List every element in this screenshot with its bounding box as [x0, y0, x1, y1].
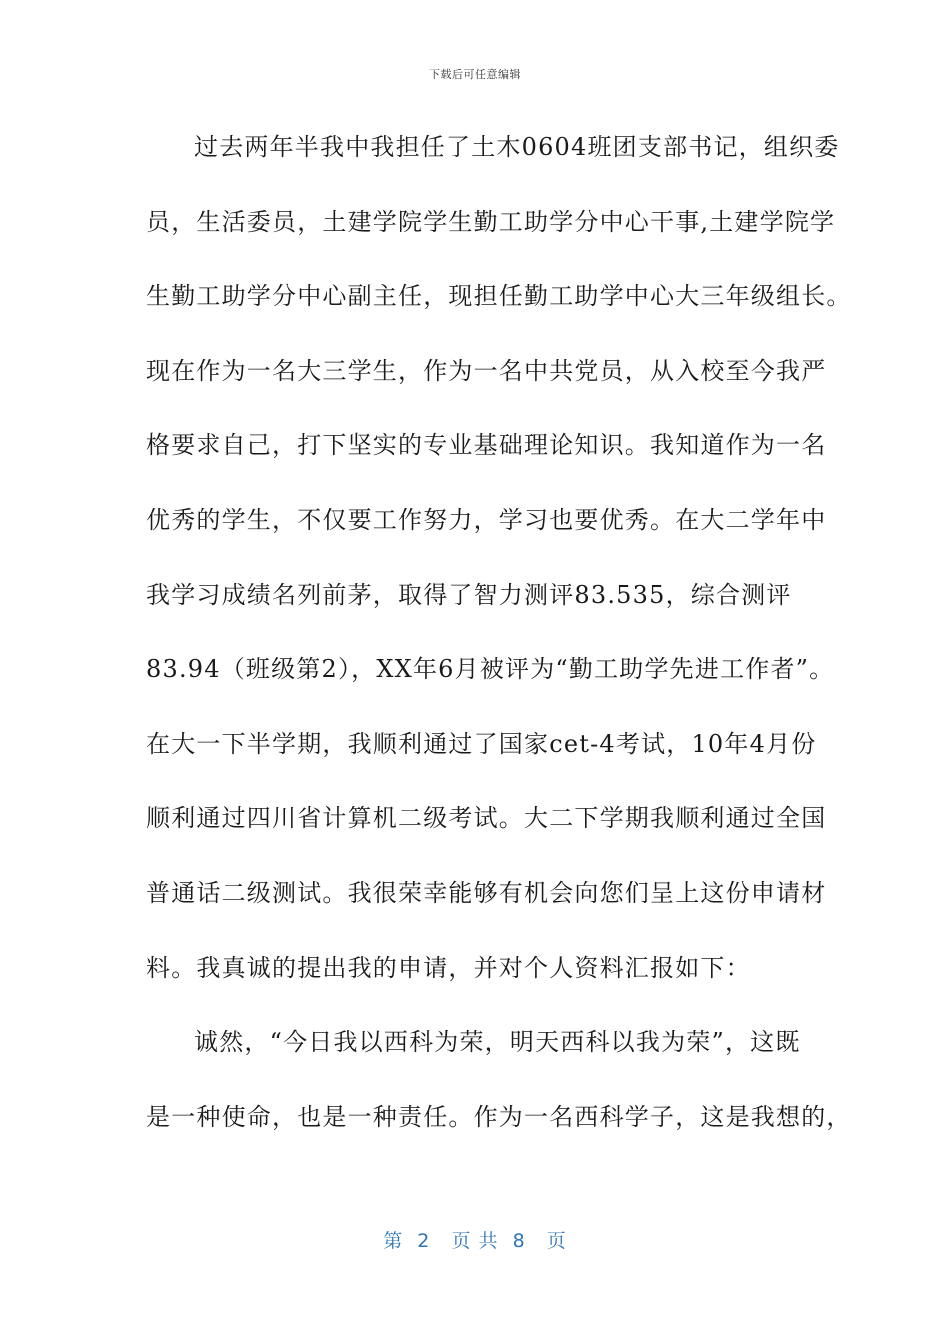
paragraph-1-line-9: 在大一下半学期，我顺利通过了国家cet-4考试，10年4月份: [146, 729, 817, 758]
paragraph-1-line-12: 料。我真诚的提出我的申请，并对个人资料汇报如下：: [146, 953, 751, 982]
paragraph-1-line-1: 过去两年半我中我担任了土木0604班团支部书记，组织委: [194, 133, 840, 161]
paragraph-1-line-11: 普通话二级测试。我很荣幸能够有机会向您们呈上这份申请材: [146, 878, 827, 907]
header-note: 下载后可任意编辑: [429, 68, 521, 81]
document-body: [146, 118, 852, 1162]
paragraph-2-line-2: 是一种使命，也是一种责任。作为一名西科学子，这是我想的，: [146, 1102, 852, 1131]
paragraph-1-line-5: 格要求自己，打下坚实的专业基础理论知识。我知道作为一名: [146, 431, 827, 460]
paragraph-1-line-3: 生勤工助学分中心副主任，现担任勤工助学中心大三年级组长。: [146, 282, 852, 311]
paragraph-2-line-1: 诚然，“今日我以西科为荣，明天西科以我为荣”，这既: [194, 1028, 801, 1057]
paragraph-1-line-2: 员，生活委员，土建学院学生勤工助学分中心干事,土建学院学: [146, 207, 836, 236]
page-footer: 第 2 页 共 8 页: [383, 1230, 567, 1252]
paragraph-1-line-8: 83.94（班级第2），XX年6月被评为“勤工助学先进工作者”。: [146, 655, 835, 684]
paragraph-1-line-4: 现在作为一名大三学生，作为一名中共党员，从入校至今我严: [146, 356, 827, 385]
paragraph-1-line-10: 顺利通过四川省计算机二级考试。大二下学期我顺利通过全国: [146, 804, 827, 833]
paragraph-1-line-7: 我学习成绩名列前茅，取得了智力测评83.535，综合测评: [146, 580, 792, 609]
paragraph-1-line-6: 优秀的学生，不仅要工作努力，学习也要优秀。在大二学年中: [146, 505, 827, 534]
